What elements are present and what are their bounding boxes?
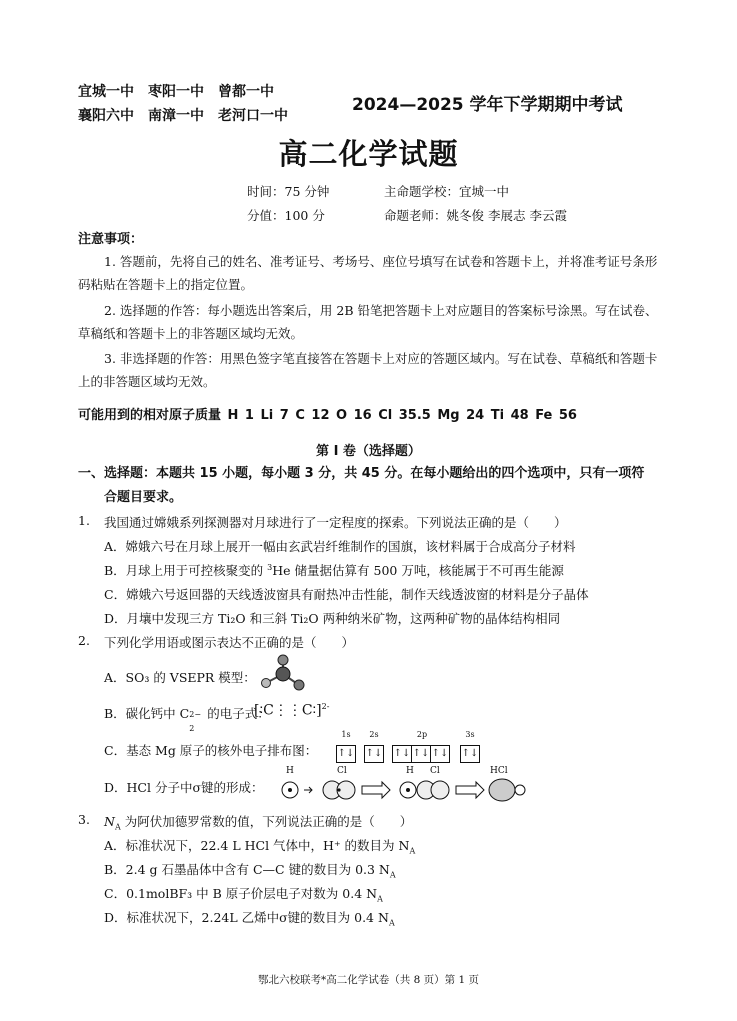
question-2-option-c: C．基态 Mg 原子的核外电子排布图： <box>104 743 318 758</box>
lead-school: 主命题学校：宜城一中 <box>384 184 510 199</box>
orbital-box: ↑↓ <box>460 745 480 763</box>
question-3-stem: $N_A$ 为阿伏加德罗常数的值，下列说法正确的是（ ） <box>104 814 413 832</box>
question-number: 1. <box>78 513 90 528</box>
question-3-option-c: C．0.1molBF₃ 中 B 原子价层电子对数为 0.4 $N_A$ <box>104 886 383 904</box>
question-1-stem: 我国通过嫦娥系列探测器对月球进行了一定程度的探索。下列说法正确的是（ ） <box>104 515 567 530</box>
question-2-option-a: A．SO₃ 的 VSEPR 模型： <box>104 670 256 685</box>
part-title: 第 Ⅰ 卷（选择题） <box>316 444 421 459</box>
question-1-option-d: D．月壤中发现三方 Ti₂O 和三斜 Ti₂O 两种纳米矿物，这两种矿物的晶体结构相同 <box>104 611 561 626</box>
question-2-option-d: D．HCl 分子中σ键的形成： <box>104 780 264 795</box>
orbital-box: ↑↓ <box>364 745 384 763</box>
orbital-overlap-icon <box>280 776 540 804</box>
school-name: 曾都一中 <box>218 84 274 100</box>
carbide-electron-formula: [∶C⋮⋮C∶]$^{2-}$ <box>254 702 330 719</box>
notice-heading: 注意事项： <box>78 232 144 247</box>
notice-item-2: 2. 选择题的作答：每小题选出答案后，用 2B 铅笔把答题卡上对应题目的答案标号涂黑。写在试卷、草稿纸和答题卡上的非答题区域均无效。 <box>78 303 658 341</box>
orbital-label: 2s <box>369 730 379 739</box>
question-number: 2. <box>78 633 90 648</box>
section-instruction <box>78 462 664 510</box>
school-row-2 <box>78 104 302 128</box>
atom-label: Cl <box>430 766 440 776</box>
page-footer: 鄂北六校联考*高二化学试卷（共 8 页）第 1 页 <box>258 974 479 986</box>
orbital-label: 2p <box>416 730 428 739</box>
question-1-option-b: B．月球上用于可控核聚变的 $^3$He 储量据估算有 500 万吨，核能属于不可再生能源 <box>104 562 564 578</box>
orbital-box: ↑↓ <box>336 745 356 763</box>
notice-item-1: 1. 答题前，先将自己的姓名、准考证号、考场号、座位号填写在试卷和答题卡上，并将准考证号条形码粘贴在答题卡上的指定位置。 <box>78 254 658 292</box>
section-line: 一、选择题：本题共 15 小题，每小题 3 分，共 45 分。在每小题给出的四个选项中，只有一项符 <box>78 466 645 481</box>
question-2-option-b: B．碳化钙中 C 2− 2 的电子式： <box>104 706 270 733</box>
orbital-box: ↑↓ <box>392 745 412 763</box>
school-row-1 <box>78 80 302 104</box>
orbital-box: ↑↓ <box>411 745 431 763</box>
so3-vsepr-model-icon <box>256 652 306 694</box>
school-name: 宜城一中 <box>78 84 134 100</box>
exam-name: 2024—2025 学年下学期期中考试 <box>352 95 623 115</box>
orbital-label: 3s <box>465 730 475 739</box>
section-line: 合题目要求。 <box>104 490 183 505</box>
question-1-option-c: C．嫦娥六号返回器的天线透波窗具有耐热冲击性能，制作天线透波窗的材料是分子晶体 <box>104 587 589 602</box>
school-name: 老河口一中 <box>218 108 288 124</box>
question-1-option-a: A．嫦娥六号在月球上展开一幅由玄武岩纤维制作的国旗，该材料属于合成高分子材料 <box>104 539 576 554</box>
question-3-option-b: B．2.4 g 石墨晶体中含有 C—C 键的数目为 0.3 $N_A$ <box>104 862 396 880</box>
question-3-option-a: A．标准状况下，22.4 L HCl 气体中，H⁺ 的数目为 $N_A$ <box>104 838 416 856</box>
atom-label: H <box>406 766 414 776</box>
question-number: 3. <box>78 812 90 827</box>
question-3-option-d: D．标准状况下，2.24L 乙烯中σ键的数目为 0.4 $N_A$ <box>104 910 395 928</box>
atom-label: HCl <box>490 766 508 776</box>
school-name: 枣阳一中 <box>148 84 204 100</box>
orbital-box: ↑↓ <box>430 745 450 763</box>
school-list <box>78 80 302 128</box>
atom-label: H <box>286 766 294 776</box>
question-2-stem: 下列化学用语或图示表达不正确的是（ ） <box>104 635 355 650</box>
notice-item-3: 3. 非选择题的作答：用黑色签字笔直接答在答题卡上对应的答题区域内。写在试卷、草稿纸和答题卡上的非答题区域均无效。 <box>78 351 658 389</box>
school-name: 南漳一中 <box>148 108 204 124</box>
atom-label: Cl <box>337 766 347 776</box>
orbital-label: 1s <box>341 730 351 739</box>
exam-time: 时间：75 分钟 <box>247 184 330 199</box>
exam-score: 分值：100 分 <box>247 208 325 223</box>
page-title: 高二化学试题 <box>278 137 459 171</box>
exam-teachers: 命题老师：姚冬俊 李展志 李云霞 <box>384 208 567 223</box>
atomic-masses: 可能用到的相对原子质量 H 1 Li 7 C 12 O 16 Cl 35.5 Mg 24 Ti 48 Fe 56 <box>78 408 577 423</box>
school-name: 襄阳六中 <box>78 108 134 124</box>
sigma-bond-diagram <box>280 766 540 804</box>
